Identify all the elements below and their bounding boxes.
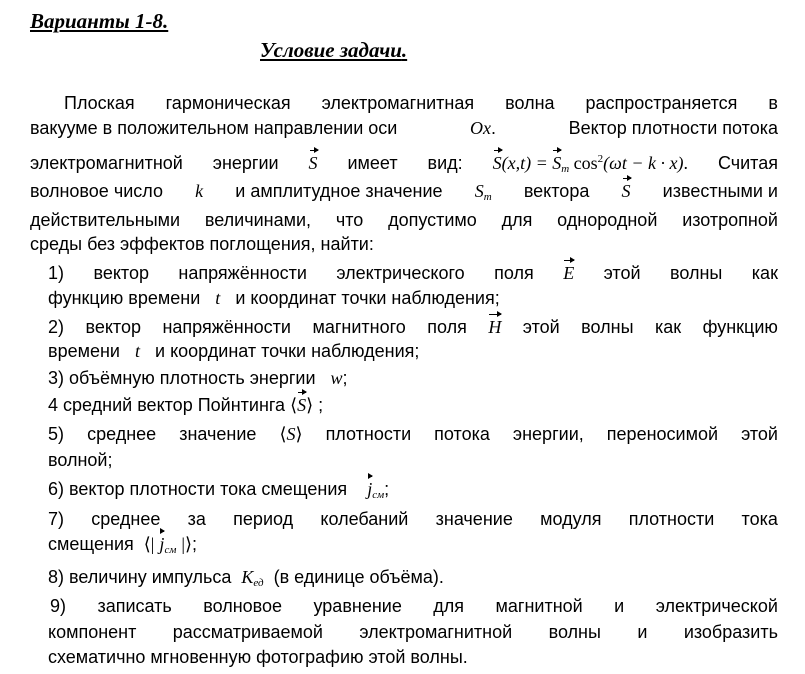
problem-title: Условие задачи. (260, 38, 408, 62)
item-2-line-2: времени t и координат точки наблюдения; (48, 341, 420, 361)
intro-line-5: действительными величинами, что допустимо для однородной изотропной (30, 210, 778, 230)
intro-line-6: среды без эффектов поглощения, найти: (30, 234, 374, 254)
intro-line-1: Плоская гармоническая электромагнитная волна распространяется в (64, 93, 778, 113)
intro-line-4: волновое число k и амплитудное значение $S_m$ вектора S известными и (30, 181, 778, 203)
item-5-line-1: 5) среднее значение ⟨S⟩ плотности потока энергии, переносимой этой (48, 424, 778, 444)
item-7-line-1: 7) среднее за период колебаний значение модуля плотности тока (48, 509, 778, 529)
item-9-line-1: 9) записать волновое уравнение для магнитной и электрической (50, 596, 778, 616)
item-6: 6) вектор плотности тока смещения $j_{см}$; (48, 479, 390, 501)
item-3: 3) объёмную плотность энергии w; (48, 368, 348, 388)
item-1-line-2: функцию времени t и координат точки наблюдения; (48, 288, 500, 308)
intro-line-2: вакууме в положительном направлении оси Ox. Вектор плотности потока (30, 118, 778, 138)
poynting-formula: $S(x,t) = S_m$ $\cos^2(\omega t - k \cdot x)$. (492, 153, 688, 175)
item-4: 4 средний вектор Пойнтинга ⟨S⟩ ; (48, 395, 324, 415)
item-7-line-2: смещения ⟨| $j_{см}$ |⟩; (48, 534, 198, 556)
item-5-line-2: волной; (48, 450, 113, 470)
item-1-line-1: 1) вектор напряжённости электрического поля E этой волны как (48, 263, 778, 283)
intro-line-3: электромагнитной энергии S имеет вид: $S(x,t) = S_m$ $\cos^2(\omega t - k \cdot x)$. Считая (30, 147, 778, 181)
item-2-line-1: 2) вектор напряжённости магнитного поля H этой волны как функцию (48, 317, 778, 337)
item-9-line-2: компонент рассматриваемой электромагнитной волны и изобразить (48, 622, 778, 642)
item-9-line-3: схематично мгновенную фотографию этой волны. (48, 647, 468, 667)
item-8: 8) величину импульса $K_{ед}$ (в единице объёма). (48, 567, 444, 589)
variants-heading: Варианты 1-8. (30, 9, 169, 33)
